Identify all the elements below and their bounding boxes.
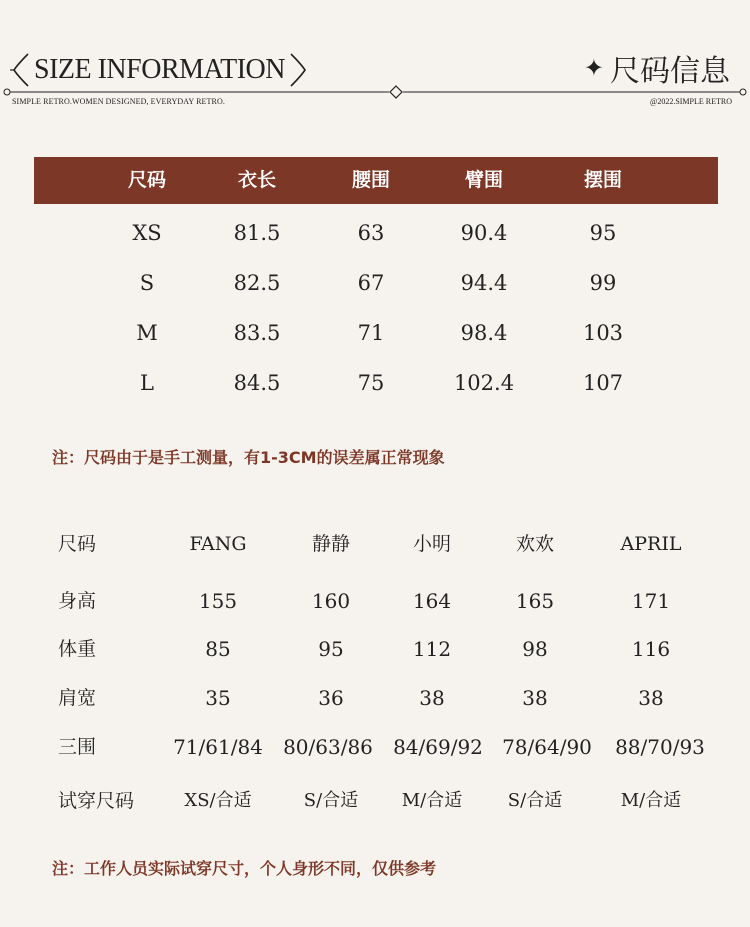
table-cell: 38 [638, 686, 664, 710]
tagline-left: SIMPLE RETRO.WOMEN DESIGNED, EVERYDAY RETRO. [12, 97, 225, 106]
table-row [0, 730, 750, 764]
table-cell: 71 [357, 321, 385, 345]
row-label: 三围 [58, 736, 97, 758]
table-cell: 82.5 [233, 271, 281, 295]
model-name: APRIL [620, 533, 682, 555]
sparkle-icon: ✦ [583, 54, 604, 82]
table-row [0, 265, 750, 301]
column-header: 臂围 [464, 169, 503, 191]
table-cell: 38 [419, 686, 445, 710]
model-name: 小明 [412, 533, 451, 555]
table-cell: 98 [522, 637, 548, 661]
column-header: 腰围 [351, 169, 390, 191]
table-cell: M/合适 [401, 790, 463, 811]
table-row [0, 584, 750, 618]
row-label: 试穿尺码 [58, 790, 135, 812]
table-row [0, 365, 750, 401]
table-cell: 85 [205, 637, 231, 661]
table-row [0, 632, 750, 666]
table-cell: 88/70/93 [615, 735, 705, 759]
table-row [0, 315, 750, 351]
table-cell: S [139, 271, 155, 295]
table-cell: 63 [357, 221, 385, 245]
table-cell: 90.4 [460, 221, 508, 245]
measurement-note: 注：尺码由于是手工测量，有1-3CM的误差属正常现象 [52, 448, 445, 467]
table-cell: 116 [631, 637, 671, 661]
table-header-row [0, 527, 750, 561]
page-title: SIZE INFORMATION [34, 54, 285, 85]
table-cell: 67 [357, 271, 385, 295]
table-cell: 171 [631, 589, 671, 613]
table-cell: L [140, 371, 154, 395]
row-label: 体重 [58, 638, 97, 660]
table-cell: 99 [589, 271, 617, 295]
table-cell: 98.4 [460, 321, 508, 345]
table-cell: M/合适 [620, 790, 682, 811]
table-cell: 102.4 [453, 371, 515, 395]
table-cell: 84/69/92 [393, 735, 483, 759]
table-cell: 81.5 [233, 221, 281, 245]
table-cell: 78/64/90 [502, 735, 592, 759]
column-header: 摆围 [583, 169, 622, 191]
table-cell: 36 [318, 686, 344, 710]
table-cell: XS/合适 [184, 790, 252, 811]
table-cell: 95 [589, 221, 617, 245]
tagline-right: @2022.SIMPLE RETRO [649, 97, 732, 106]
table-cell: 35 [205, 686, 231, 710]
model-name: FANG [189, 533, 247, 555]
table-cell: 38 [522, 686, 548, 710]
model-name: 欢欢 [515, 533, 554, 555]
table-cell: M [136, 321, 158, 345]
model-name: 静静 [311, 533, 350, 555]
table-cell: 75 [357, 371, 385, 395]
row-label: 身高 [58, 590, 97, 612]
column-header: 尺码 [127, 169, 166, 191]
page-title-cn: 尺码信息 [610, 54, 730, 89]
table-cell: 107 [582, 371, 624, 395]
table-cell: 164 [412, 589, 452, 613]
column-header: 衣长 [237, 169, 276, 191]
table-cell: 103 [582, 321, 624, 345]
row-label: 尺码 [58, 533, 97, 555]
table-cell: 160 [311, 589, 351, 613]
table-cell: 165 [515, 589, 555, 613]
table-cell: 80/63/86 [283, 735, 373, 759]
size-table-header [34, 157, 718, 204]
table-cell: 84.5 [233, 371, 281, 395]
table-cell: 71/61/84 [173, 735, 263, 759]
table-cell: 94.4 [460, 271, 508, 295]
table-cell: S/合适 [507, 790, 563, 811]
table-cell: 95 [318, 637, 344, 661]
row-label: 肩宽 [58, 687, 97, 709]
table-row [0, 784, 750, 818]
table-row [0, 681, 750, 715]
table-cell: 155 [198, 589, 238, 613]
table-cell: 83.5 [233, 321, 281, 345]
table-cell: XS [132, 221, 162, 245]
table-cell: S/合适 [303, 790, 359, 811]
table-row [0, 215, 750, 251]
fitting-note: 注：工作人员实际试穿尺寸，个人身形不同，仅供参考 [52, 859, 437, 878]
table-cell: 112 [412, 637, 452, 661]
